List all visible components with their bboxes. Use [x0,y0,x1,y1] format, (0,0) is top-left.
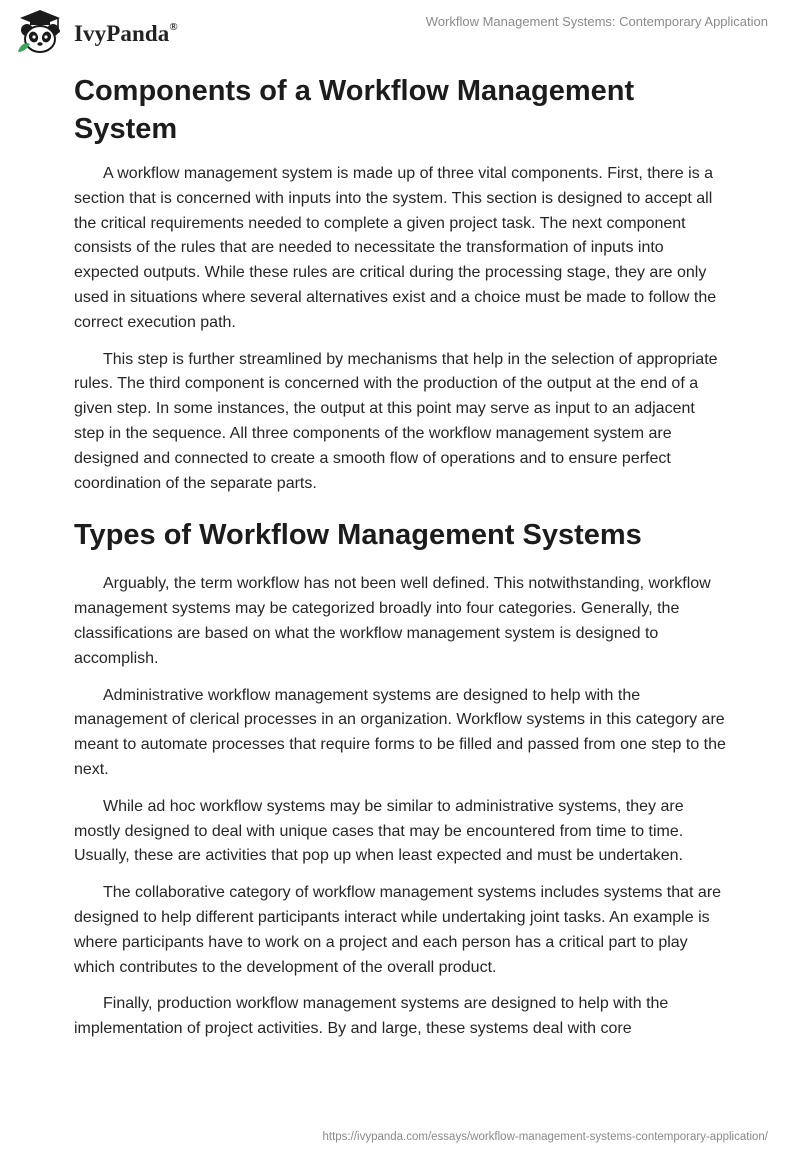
registered-mark: ® [169,21,178,34]
section-heading-types: Types of Workflow Management Systems [74,519,642,552]
ivypanda-logo[interactable] [14,8,178,56]
section-heading-components: Components of a Workflow Management System [74,75,635,145]
source-url-link[interactable]: https://ivypanda.com/essays/workflow-management-systems-contemporary-application/ [322,1131,768,1143]
paragraph: While ad hoc workflow systems may be similar to administrative systems, they are mostly designed to deal with unique cases that may be encountered from time to time. Usually, these are activities that pop up when least expected and must be undertaken. [74,797,684,865]
paragraph: Administrative workflow management systems are designed to help with the management of clerical processes in an organization. Workflow systems in this category are meant to automate processes that require forms to be filled and passed from one step to the next. [74,686,726,778]
paragraph: The collaborative category of workflow management systems includes systems that are designed to help different participants interact while undertaking joint tasks. An example is where participants have to work on a project and each person has a critical part to play which contributes to the development of the overall product. [74,884,722,976]
paragraph: Finally, production workflow management systems are designed to help with the implementation of project activities. By and large, these systems deal with core [74,995,669,1038]
document-title: Workflow Management Systems: Contemporary Application [425,14,768,29]
essay-body [74,72,726,1054]
paragraph: This step is further streamlined by mechanisms that help in the selection of appropriate rules. The third component is concerned with the production of the output at the end of a given step. In some instances, the output at this point may serve as input to an adjacent step in the sequence. All three components of the workflow management system are designed and connected to create a smooth flow of operations and to ensure perfect coordination of the separate parts. [74,350,718,492]
page-header [0,0,800,64]
paragraph: A workflow management system is made up of three vital components. First, there is a section that is concerned with inputs into the system. This section is designed to accept all the critical requirements needed to complete a given project task. The next component consists of the rules that are needed to necessitate the transformation of inputs into expected outputs. While these rules are critical during the processing stage, they are only used in situations where several alternatives exist and a choice must be made to follow the correct execution path. [74,165,717,331]
brand-name: IvyPanda® [74,21,178,46]
panda-graduate-icon [14,8,66,56]
paragraph: Arguably, the term workflow has not been well defined. This notwithstanding, workflow management systems may be categorized broadly into four categories. Generally, the classifications are based on what the workflow management system is designed to accomplish. [74,575,711,667]
